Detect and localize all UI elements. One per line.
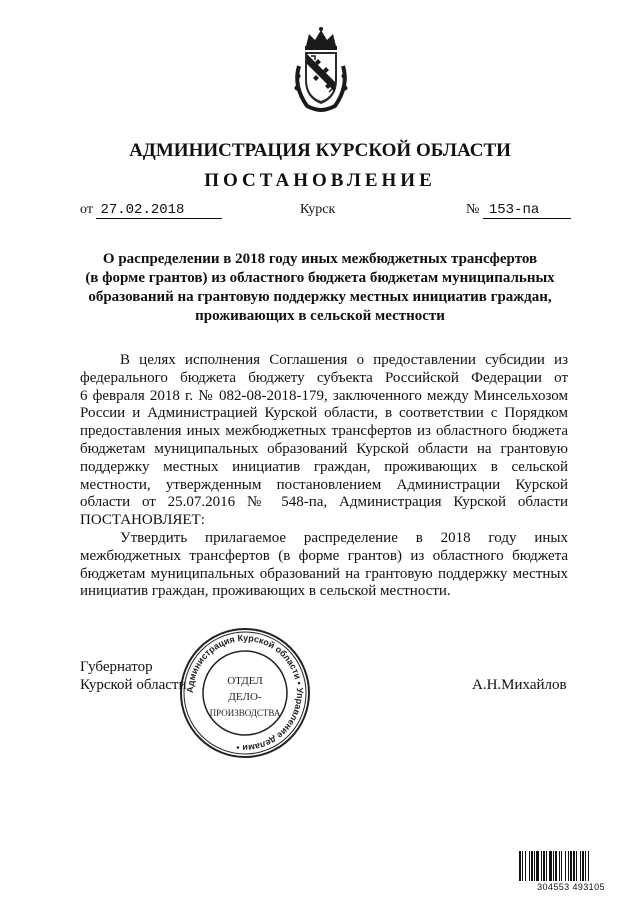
barcode-bar	[519, 851, 521, 881]
paragraph-line: поддержку местных инициатив граждан, проживающих в сельской	[80, 458, 568, 475]
coat-of-arms-emblem	[289, 26, 353, 112]
paragraph-line: Утвердить прилагаемое распределение в 2018 году иных	[120, 530, 568, 546]
barcode-bar	[553, 851, 554, 881]
paragraph-line: В целях исполнения Соглашения о предоставлении субсидии из	[120, 352, 568, 368]
date-value: 27.02.2018	[96, 202, 222, 219]
subject-line: образований на грантовую поддержку местных инициатив граждан,	[88, 289, 552, 305]
date-field	[80, 202, 222, 219]
barcode-bar	[573, 851, 575, 881]
barcode-bar	[543, 851, 545, 881]
signatory-position	[80, 658, 186, 694]
barcode-bar	[576, 851, 577, 881]
position-line: Курской области	[80, 677, 187, 693]
subject-line: О распределении в 2018 году иных межбюджетных трансфертов	[102, 251, 538, 267]
barcode-bar	[531, 851, 533, 881]
barcode-bar	[525, 851, 526, 881]
paragraph-line: межбюджетных трансфертов (в форме грантов) из областного бюджета	[80, 547, 568, 564]
paragraph-line: предоставления иных межбюджетных трансфертов из областного бюджета	[80, 423, 568, 440]
barcode-bar	[582, 851, 584, 881]
number-value: 153-па	[483, 202, 571, 219]
number-prefix: №	[466, 202, 480, 217]
resolution-paragraph	[80, 530, 568, 601]
paragraph-line: области от 25.07.2016 № 548-па, Администрация Курской области	[80, 494, 568, 511]
barcode-bar	[559, 851, 560, 881]
paragraph-line: бюджетам муниципальных образований Курской области на грантовую	[80, 440, 568, 457]
barcode-bar	[534, 851, 535, 881]
barcode-bar	[588, 851, 589, 881]
barcode-bar	[555, 851, 557, 881]
official-stamp	[178, 626, 312, 760]
city-label: Курск	[300, 202, 336, 217]
document-type-title: ПОСТАНОВЛЕНИЕ	[204, 170, 436, 191]
barcode-bar	[546, 851, 547, 881]
paragraph-line: бюджетам муниципальных образований на грантовую поддержку местных	[80, 565, 568, 582]
paragraph-line: инициатив граждан, проживающих в сельской местности.	[80, 583, 451, 600]
preamble-paragraph	[80, 352, 568, 530]
stamp-ring-text: Администрация Курской области • Управление делами •	[184, 632, 306, 754]
subject-line: проживающих в сельской местности	[195, 308, 445, 324]
paragraph-line: России и Администрацией Курской области, в соответствии с Порядком	[80, 405, 568, 422]
number-field	[466, 202, 571, 219]
document-subject	[70, 250, 570, 326]
resolution-keyword: ПОСТАНОВЛЯЕТ:	[80, 512, 205, 529]
barcode-bar	[565, 851, 566, 881]
stamp-center-line: ОТДЕЛ	[227, 675, 263, 687]
barcode-bar	[522, 851, 523, 881]
barcode-bar	[536, 851, 539, 881]
stamp-center-line: ДЕЛО-	[228, 691, 262, 703]
barcode-bar	[549, 851, 552, 881]
organization-title: АДМИНИСТРАЦИЯ КУРСКОЙ ОБЛАСТИ	[129, 140, 511, 161]
barcode-bar	[561, 851, 562, 881]
paragraph-line: федерального бюджета бюджету субъекта Российской Федерации от	[80, 369, 568, 386]
barcode-bar	[541, 851, 542, 881]
barcode-number: 304553 493105	[518, 882, 624, 892]
barcode-bar	[570, 851, 572, 881]
signatory-name: А.Н.Михайлов	[472, 677, 567, 693]
barcode-bar	[585, 851, 586, 881]
barcode-bar	[529, 851, 530, 881]
paragraph-line: местности, утвержденным постановлением Администрации Курской	[80, 476, 568, 493]
position-line: Губернатор	[80, 659, 153, 675]
barcode-bar	[568, 851, 569, 881]
stamp-center-line: ПРОИЗВОДСТВА	[209, 708, 281, 718]
date-prefix: от	[80, 202, 93, 217]
paragraph-line: 6 февраля 2018 г. № 082-08-2018-179, заключенного между Минсельхозом	[80, 387, 568, 404]
barcode-bar	[580, 851, 581, 881]
subject-line: (в форме грантов) из областного бюджета бюджетам муниципальных	[85, 270, 555, 286]
